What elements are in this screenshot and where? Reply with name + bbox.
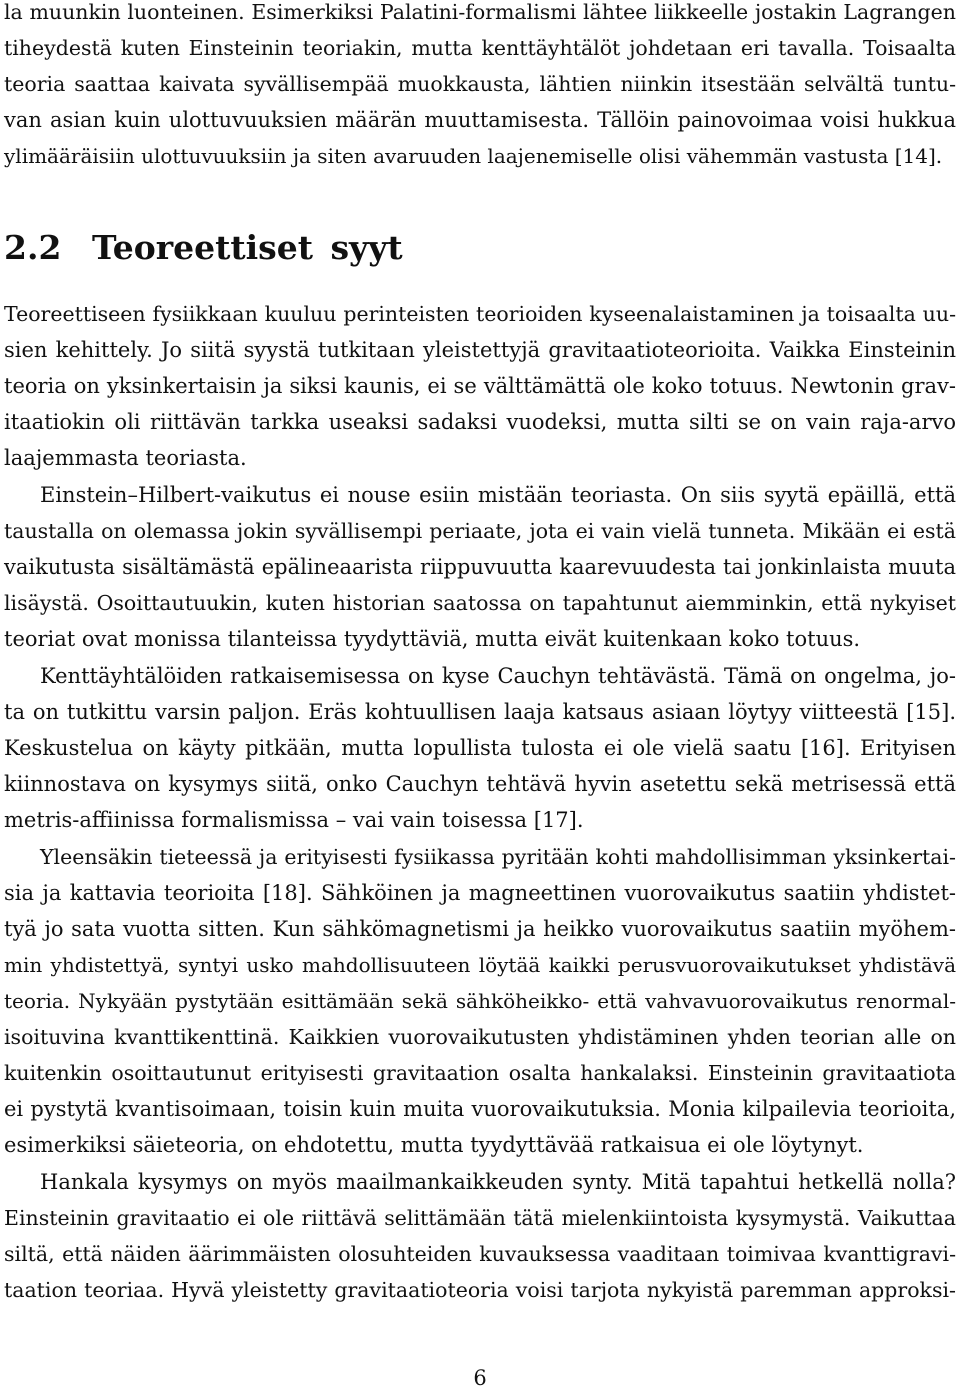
- section-number: 2.2: [4, 228, 62, 267]
- text-line: esimerkiksi säieteoria, on ehdotettu, mutta tyydyttävää ratkaisua ei ole löytynyt.: [4, 1133, 864, 1157]
- text-line: Kenttäyhtälöiden ratkaisemisessa on kyse Cauchyn tehtävästä. Tämä on ongelma, jo-: [40, 664, 956, 688]
- text-line: teoriat ovat monissa tilanteissa tyydyttäviä, mutta eivät kuitenkaan koko totuus.: [4, 627, 861, 651]
- text-line: tiheydestä kuten Einsteinin teoriakin, mutta kenttäyhtälöt johdetaan eri tavalla. Toisaalta: [4, 36, 956, 60]
- text-line: itaatiokin oli riittävän tarkka useaksi sadaksi vuodeksi, mutta silti se on vain raja-arvo: [4, 410, 956, 434]
- text-line: isoituvina kvanttikenttinä. Kaikkien vuorovaikutusten yhdistäminen yhden teorian alle on: [4, 1025, 956, 1049]
- text-line: la muunkin luonteinen. Esimerkiksi Palatini-formalismi lähtee liikkeelle jostakin Lagrangen: [4, 0, 956, 24]
- text-line: vaikutusta sisältämästä epälineaarista riippuvuutta kaarevuudesta tai jonkinlaista muuta: [4, 555, 956, 579]
- text-line: metris-affiinissa formalismissa – vai vain toisessa [17].: [4, 808, 584, 832]
- text-line: teoria on yksinkertaisin ja siksi kaunis, ei se välttämättä ole koko totuus. Newtonin grav-: [4, 374, 956, 398]
- text-line: taustalla on olemassa jokin syvällisempi periaate, jota ei vain vielä tunneta. Mikään ei estä: [4, 519, 956, 543]
- text-line: min yhdistettyä, syntyi usko mahdollisuuteen löytää kaikki perusvuorovaikutukset yhdistävä: [4, 953, 956, 977]
- text-line: Hankala kysymys on myös maailmankaikkeuden synty. Mitä tapahtui hetkellä nolla?: [40, 1170, 956, 1194]
- text-line: sien kehittely. Jo siitä syystä tutkitaan yleistettyjä gravitaatioteorioita. Vaikka Einsteinin: [4, 338, 956, 362]
- text-line: Teoreettiseen fysiikkaan kuuluu perinteisten teorioiden kyseenalaistaminen ja toisaalta uu-: [4, 302, 956, 326]
- text-line: lisäystä. Osoittautuukin, kuten historian saatossa on tapahtunut aiemminkin, että nykyiset: [4, 591, 956, 615]
- text-line: kuitenkin osoittautunut erityisesti gravitaation osalta hankalaksi. Einsteinin gravitaatiota: [4, 1061, 956, 1085]
- text-line: kiinnostava on kysymys siitä, onko Cauchyn tehtävä hyvin asetettu sekä metrisessä että: [4, 772, 956, 796]
- text-line: tyä jo sata vuotta sitten. Kun sähkömagnetismi ja heikko vuorovaikutus saatiin myöhem-: [4, 917, 956, 941]
- text-line: van asian kuin ulottuvuuksien määrän muuttamisesta. Tällöin painovoimaa voisi hukkua: [4, 108, 956, 132]
- text-line: Einstein–Hilbert-vaikutus ei nouse esiin mistään teoriasta. On siis syytä epäillä, että: [40, 483, 956, 507]
- text-line: Einsteinin gravitaatio ei ole riittävä selittämään tätä mielenkiintoista kysymystä. Vaikuttaa: [4, 1206, 956, 1230]
- text-line: teoria saattaa kaivata syvällisempää muokkausta, lähtien niinkin itsestään selvältä tuntu-: [4, 72, 956, 96]
- text-line: Yleensäkin tieteessä ja erityisesti fysiikassa pyritään kohti mahdollisimman yksinkertai-: [40, 845, 956, 869]
- text-line: ta on tutkittu varsin paljon. Eräs kohtuullisen laaja katsaus asiaan löytyy viitteestä [15].: [4, 700, 956, 724]
- text-line: sia ja kattavia teorioita [18]. Sähköinen ja magneettinen vuorovaikutus saatiin yhdistet-: [4, 881, 956, 905]
- text-line: siltä, että näiden äärimmäisten olosuhteiden kuvauksessa vaaditaan toimivaa kvanttigravi-: [4, 1242, 956, 1266]
- section-heading: [4, 228, 403, 268]
- text-line: teoria. Nykyään pystytään esittämään sekä sähköheikko- että vahvavuorovaikutus renormal-: [4, 989, 956, 1013]
- text-line: ylimääräisiin ulottuvuuksiin ja siten avaruuden laajenemiselle olisi vähemmän vastusta [14].: [4, 144, 943, 168]
- text-line: Keskustelua on käyty pitkään, mutta lopullista tulosta ei ole vielä saatu [16]. Erityisen: [4, 736, 956, 760]
- text-line: taation teoriaa. Hyvä yleistetty gravitaatioteoria voisi tarjota nykyistä paremman approksi-: [4, 1278, 956, 1302]
- page-number: 6: [473, 1366, 487, 1390]
- section-title: Teoreettiset syyt: [92, 228, 403, 267]
- text-line: ei pystytä kvantisoimaan, toisin kuin muita vuorovaikutuksia. Monia kilpailevia teorioita,: [4, 1097, 956, 1121]
- text-line: laajemmasta teoriasta.: [4, 446, 247, 470]
